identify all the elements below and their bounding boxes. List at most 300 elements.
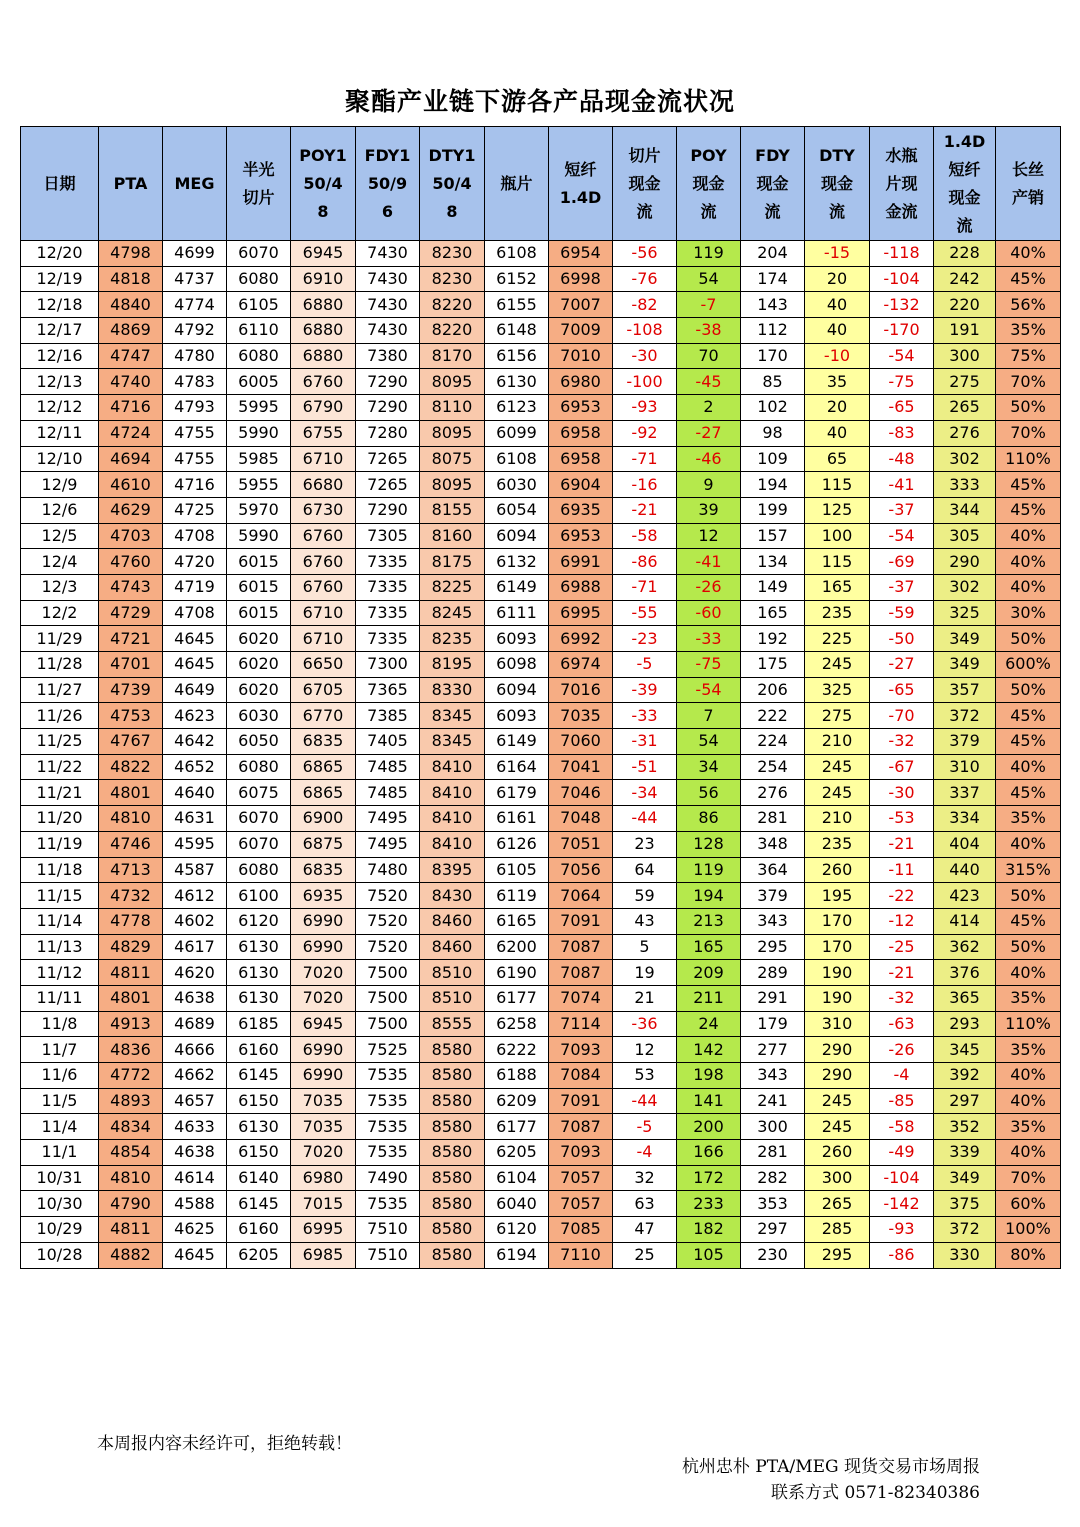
table-row	[21, 703, 1061, 729]
cell-chipcf: 63	[613, 1191, 677, 1217]
cell-poycf: -45	[677, 369, 741, 395]
cell-fdycf: 206	[741, 677, 805, 703]
cell-chipcf: -31	[613, 729, 677, 755]
cell-dtycf: 290	[805, 1063, 870, 1089]
cell-dty: 8395	[420, 857, 485, 883]
column-header-half	[227, 127, 291, 241]
cell-poy: 6770	[291, 703, 356, 729]
cell-chipcf: -16	[613, 472, 677, 498]
cell-fdycf: 109	[741, 446, 805, 472]
cell-chipcf: -56	[613, 241, 677, 267]
table-row	[21, 1242, 1061, 1268]
cell-stcf: 191	[934, 318, 996, 344]
column-header-dtycf	[805, 127, 870, 241]
table-row	[21, 549, 1061, 575]
cell-date: 12/2	[21, 600, 99, 626]
cell-chipcf: -108	[613, 318, 677, 344]
column-header-line: 流	[700, 201, 717, 221]
table-row	[21, 343, 1061, 369]
table-row	[21, 857, 1061, 883]
cell-date: 11/6	[21, 1063, 99, 1089]
cell-dty: 8580	[420, 1114, 485, 1140]
cell-wbcf: -41	[870, 472, 934, 498]
cell-ls: 100%	[996, 1217, 1061, 1243]
cell-ls: 40%	[996, 523, 1061, 549]
cell-poycf: 200	[677, 1114, 741, 1140]
cell-date: 12/10	[21, 446, 99, 472]
table-row	[21, 266, 1061, 292]
cell-bottle: 6108	[485, 241, 549, 267]
cell-fdy: 7430	[356, 292, 420, 318]
cell-meg: 4725	[163, 497, 227, 523]
column-header-fdy	[356, 127, 420, 241]
cell-half: 6020	[227, 652, 291, 678]
cell-fdy: 7335	[356, 574, 420, 600]
table-row	[21, 241, 1061, 267]
cell-pta: 4743	[99, 574, 163, 600]
cell-dty: 8410	[420, 780, 485, 806]
cell-dty: 8460	[420, 934, 485, 960]
cell-bottle: 6093	[485, 626, 549, 652]
cell-poycf: 213	[677, 908, 741, 934]
cell-meg: 4620	[163, 960, 227, 986]
cell-wbcf: -83	[870, 420, 934, 446]
cell-chipcf: -39	[613, 677, 677, 703]
table-row	[21, 626, 1061, 652]
cell-half: 6145	[227, 1063, 291, 1089]
cell-half: 6160	[227, 1037, 291, 1063]
cell-bottle: 6120	[485, 1217, 549, 1243]
cell-wbcf: -58	[870, 1114, 934, 1140]
cell-chipcf: 43	[613, 908, 677, 934]
column-header-line: 6	[381, 201, 394, 221]
cell-poycf: 34	[677, 754, 741, 780]
cell-poycf: -38	[677, 318, 741, 344]
cell-half: 6140	[227, 1165, 291, 1191]
cell-fdy: 7485	[356, 754, 420, 780]
table-row	[21, 806, 1061, 832]
cell-date: 11/13	[21, 934, 99, 960]
cell-poy: 6710	[291, 446, 356, 472]
column-header-line: 50/4	[303, 173, 343, 193]
cell-dtycf: 245	[805, 1088, 870, 1114]
cell-bottle: 6209	[485, 1088, 549, 1114]
cell-poy: 6880	[291, 318, 356, 344]
cell-dtycf: 20	[805, 266, 870, 292]
cell-staple: 6988	[549, 574, 613, 600]
cell-half: 5955	[227, 472, 291, 498]
cell-pta: 4760	[99, 549, 163, 575]
cell-date: 11/11	[21, 985, 99, 1011]
cell-wbcf: -4	[870, 1063, 934, 1089]
cell-stcf: 365	[934, 985, 996, 1011]
cell-poy: 6935	[291, 883, 356, 909]
cell-dtycf: -10	[805, 343, 870, 369]
column-header-line: MEG	[174, 173, 215, 193]
cell-wbcf: -85	[870, 1088, 934, 1114]
cell-bottle: 6130	[485, 369, 549, 395]
cell-poy: 6945	[291, 241, 356, 267]
cell-chipcf: -23	[613, 626, 677, 652]
cell-chipcf: -71	[613, 446, 677, 472]
cell-poy: 6980	[291, 1165, 356, 1191]
cell-fdycf: 282	[741, 1165, 805, 1191]
cell-fdy: 7535	[356, 1140, 420, 1166]
cell-meg: 4774	[163, 292, 227, 318]
cell-staple: 7087	[549, 934, 613, 960]
cell-stcf: 300	[934, 343, 996, 369]
cell-fdycf: 297	[741, 1217, 805, 1243]
cell-half: 6030	[227, 703, 291, 729]
cell-poy: 6910	[291, 266, 356, 292]
cell-date: 12/17	[21, 318, 99, 344]
cell-date: 12/6	[21, 497, 99, 523]
cell-bottle: 6040	[485, 1191, 549, 1217]
cell-stcf: 275	[934, 369, 996, 395]
cell-stcf: 302	[934, 574, 996, 600]
table-row	[21, 652, 1061, 678]
cell-poycf: 119	[677, 857, 741, 883]
cell-poycf: 172	[677, 1165, 741, 1191]
cell-staple: 7093	[549, 1140, 613, 1166]
cell-ls: 45%	[996, 703, 1061, 729]
column-header-line: 8	[446, 201, 458, 221]
column-header-wbcf	[870, 127, 934, 241]
cell-stcf: 325	[934, 600, 996, 626]
cell-poycf: -41	[677, 549, 741, 575]
cell-fdycf: 98	[741, 420, 805, 446]
column-header-line: 8	[317, 201, 329, 221]
cell-dty: 8580	[420, 1191, 485, 1217]
cell-dty: 8095	[420, 472, 485, 498]
column-header-line: 日期	[43, 173, 76, 193]
cell-fdycf: 174	[741, 266, 805, 292]
cell-poy: 6730	[291, 497, 356, 523]
cell-date: 11/21	[21, 780, 99, 806]
cell-pta: 4746	[99, 831, 163, 857]
cell-chipcf: -82	[613, 292, 677, 318]
cell-half: 6080	[227, 343, 291, 369]
cell-pta: 4811	[99, 960, 163, 986]
cell-ls: 75%	[996, 343, 1061, 369]
cell-pta: 4629	[99, 497, 163, 523]
cell-chipcf: -58	[613, 523, 677, 549]
cell-staple: 7060	[549, 729, 613, 755]
cell-date: 12/5	[21, 523, 99, 549]
cell-poy: 7020	[291, 985, 356, 1011]
cell-chipcf: 64	[613, 857, 677, 883]
cell-poycf: -27	[677, 420, 741, 446]
table-row	[21, 1165, 1061, 1191]
column-header-pta	[99, 127, 163, 241]
cell-date: 11/22	[21, 754, 99, 780]
cell-meg: 4662	[163, 1063, 227, 1089]
cell-staple: 6958	[549, 446, 613, 472]
cell-dty: 8170	[420, 343, 485, 369]
cell-pta: 4767	[99, 729, 163, 755]
cell-chipcf: -86	[613, 549, 677, 575]
cell-pta: 4732	[99, 883, 163, 909]
cell-meg: 4793	[163, 395, 227, 421]
cell-dtycf: 285	[805, 1217, 870, 1243]
cell-bottle: 6132	[485, 549, 549, 575]
cell-date: 11/20	[21, 806, 99, 832]
cell-poy: 6705	[291, 677, 356, 703]
cell-meg: 4649	[163, 677, 227, 703]
cell-staple: 7084	[549, 1063, 613, 1089]
cell-date: 11/25	[21, 729, 99, 755]
cell-poy: 6880	[291, 343, 356, 369]
cell-chipcf: -71	[613, 574, 677, 600]
cell-wbcf: -30	[870, 780, 934, 806]
cell-ls: 56%	[996, 292, 1061, 318]
cell-fdy: 7335	[356, 626, 420, 652]
cell-date: 11/1	[21, 1140, 99, 1166]
cell-pta: 4713	[99, 857, 163, 883]
cell-poy: 7015	[291, 1191, 356, 1217]
cell-fdy: 7495	[356, 831, 420, 857]
cell-stcf: 334	[934, 806, 996, 832]
cell-wbcf: -104	[870, 266, 934, 292]
cell-dtycf: 190	[805, 960, 870, 986]
cell-dty: 8555	[420, 1011, 485, 1037]
cell-stcf: 339	[934, 1140, 996, 1166]
cell-meg: 4617	[163, 934, 227, 960]
cell-staple: 6998	[549, 266, 613, 292]
table-row	[21, 1063, 1061, 1089]
cell-half: 6100	[227, 883, 291, 909]
cell-poycf: 54	[677, 266, 741, 292]
cell-bottle: 6105	[485, 857, 549, 883]
copyright-note: 本周报内容未经许可，拒绝转载！	[97, 1434, 352, 1454]
cell-staple: 6958	[549, 420, 613, 446]
cell-meg: 4588	[163, 1191, 227, 1217]
table-row	[21, 600, 1061, 626]
cell-bottle: 6179	[485, 780, 549, 806]
cell-half: 5990	[227, 523, 291, 549]
cell-pta: 4801	[99, 985, 163, 1011]
cell-ls: 50%	[996, 395, 1061, 421]
cell-dtycf: 235	[805, 831, 870, 857]
cell-pta: 4724	[99, 420, 163, 446]
cell-half: 6130	[227, 1114, 291, 1140]
cell-meg: 4625	[163, 1217, 227, 1243]
cell-wbcf: -70	[870, 703, 934, 729]
cell-wbcf: -32	[870, 985, 934, 1011]
cell-chipcf: 25	[613, 1242, 677, 1268]
cell-chipcf: -100	[613, 369, 677, 395]
cell-half: 6150	[227, 1088, 291, 1114]
cell-ls: 45%	[996, 497, 1061, 523]
cell-pta: 4810	[99, 1165, 163, 1191]
table-row	[21, 1217, 1061, 1243]
cell-wbcf: -118	[870, 241, 934, 267]
cell-date: 12/4	[21, 549, 99, 575]
cell-dtycf: 275	[805, 703, 870, 729]
cell-bottle: 6098	[485, 652, 549, 678]
cell-poycf: -60	[677, 600, 741, 626]
cell-dtycf: 65	[805, 446, 870, 472]
cell-fdycf: 289	[741, 960, 805, 986]
column-header-line: 流	[956, 215, 973, 235]
cell-half: 5985	[227, 446, 291, 472]
cell-staple: 7074	[549, 985, 613, 1011]
table-row	[21, 395, 1061, 421]
cell-wbcf: -26	[870, 1037, 934, 1063]
cell-poycf: 2	[677, 395, 741, 421]
cell-meg: 4633	[163, 1114, 227, 1140]
cell-fdycf: 277	[741, 1037, 805, 1063]
cell-poy: 6990	[291, 934, 356, 960]
column-header-line: 产销	[1011, 187, 1044, 207]
page-title: 聚酯产业链下游各产品现金流状况	[344, 87, 735, 116]
cell-half: 5970	[227, 497, 291, 523]
column-header-stcf	[934, 127, 996, 241]
cell-poy: 7020	[291, 960, 356, 986]
cell-half: 6185	[227, 1011, 291, 1037]
cell-chipcf: -93	[613, 395, 677, 421]
cell-ls: 60%	[996, 1191, 1061, 1217]
cell-dtycf: 245	[805, 1114, 870, 1140]
cell-dtycf: 210	[805, 806, 870, 832]
cell-poy: 6760	[291, 523, 356, 549]
cell-fdy: 7265	[356, 446, 420, 472]
cell-ls: 40%	[996, 1140, 1061, 1166]
cell-dtycf: 300	[805, 1165, 870, 1191]
cell-stcf: 414	[934, 908, 996, 934]
cell-meg: 4595	[163, 831, 227, 857]
cell-dtycf: 260	[805, 857, 870, 883]
cell-bottle: 6108	[485, 446, 549, 472]
cell-dty: 8230	[420, 241, 485, 267]
table-row	[21, 1191, 1061, 1217]
cell-fdy: 7520	[356, 883, 420, 909]
cell-poy: 6865	[291, 754, 356, 780]
cell-ls: 45%	[996, 472, 1061, 498]
cell-date: 11/29	[21, 626, 99, 652]
cell-dty: 8510	[420, 985, 485, 1011]
cell-staple: 7035	[549, 703, 613, 729]
table-header-row	[21, 127, 1061, 241]
cell-fdycf: 170	[741, 343, 805, 369]
cell-dty: 8110	[420, 395, 485, 421]
cell-wbcf: -49	[870, 1140, 934, 1166]
cell-wbcf: -63	[870, 1011, 934, 1037]
cell-staple: 7051	[549, 831, 613, 857]
column-header-line: FDY	[755, 145, 790, 165]
cell-poycf: 86	[677, 806, 741, 832]
cell-stcf: 220	[934, 292, 996, 318]
cell-dty: 8580	[420, 1242, 485, 1268]
cell-dty: 8580	[420, 1140, 485, 1166]
cell-half: 6130	[227, 934, 291, 960]
cell-poycf: 119	[677, 241, 741, 267]
cell-half: 6120	[227, 908, 291, 934]
cell-fdy: 7280	[356, 420, 420, 446]
cell-wbcf: -12	[870, 908, 934, 934]
cell-staple: 7057	[549, 1191, 613, 1217]
cell-meg: 4689	[163, 1011, 227, 1037]
table-body	[21, 241, 1061, 1269]
table-row	[21, 446, 1061, 472]
cell-fdycf: 230	[741, 1242, 805, 1268]
cell-fdy: 7500	[356, 985, 420, 1011]
cell-poycf: 128	[677, 831, 741, 857]
cell-chipcf: 53	[613, 1063, 677, 1089]
column-header-line: 现金	[756, 173, 789, 193]
cell-meg: 4612	[163, 883, 227, 909]
cell-fdycf: 291	[741, 985, 805, 1011]
cell-dty: 8410	[420, 754, 485, 780]
column-header-line: 50/4	[432, 173, 472, 193]
cell-meg: 4638	[163, 1140, 227, 1166]
column-header-line: 片现	[885, 173, 918, 193]
cell-bottle: 6200	[485, 934, 549, 960]
cell-poycf: 194	[677, 883, 741, 909]
cell-fdycf: 281	[741, 806, 805, 832]
cell-stcf: 423	[934, 883, 996, 909]
column-header-line: 流	[636, 201, 653, 221]
cell-pta: 4822	[99, 754, 163, 780]
cell-fdycf: 379	[741, 883, 805, 909]
cell-fdycf: 179	[741, 1011, 805, 1037]
cell-bottle: 6258	[485, 1011, 549, 1037]
cell-ls: 35%	[996, 1114, 1061, 1140]
cell-meg: 4755	[163, 420, 227, 446]
cell-dty: 8580	[420, 1063, 485, 1089]
column-header-line: 50/9	[367, 173, 408, 193]
cell-meg: 4602	[163, 908, 227, 934]
cell-poycf: -33	[677, 626, 741, 652]
cell-fdy: 7525	[356, 1037, 420, 1063]
cell-poy: 6990	[291, 908, 356, 934]
cell-poy: 7035	[291, 1114, 356, 1140]
cell-stcf: 333	[934, 472, 996, 498]
cell-dtycf: 235	[805, 600, 870, 626]
cell-fdy: 7385	[356, 703, 420, 729]
cell-wbcf: -32	[870, 729, 934, 755]
cell-date: 12/12	[21, 395, 99, 421]
cell-bottle: 6104	[485, 1165, 549, 1191]
cell-dty: 8225	[420, 574, 485, 600]
cell-fdycf: 295	[741, 934, 805, 960]
cell-poycf: 165	[677, 934, 741, 960]
cell-bottle: 6149	[485, 729, 549, 755]
cell-poy: 7020	[291, 1140, 356, 1166]
cell-fdy: 7430	[356, 266, 420, 292]
cell-poy: 6835	[291, 857, 356, 883]
cell-dty: 8075	[420, 446, 485, 472]
cell-ls: 600%	[996, 652, 1061, 678]
cell-date: 11/15	[21, 883, 99, 909]
cell-pta: 4829	[99, 934, 163, 960]
cell-fdycf: 224	[741, 729, 805, 755]
cell-half: 6080	[227, 857, 291, 883]
cell-fdycf: 343	[741, 1063, 805, 1089]
cell-dty: 8345	[420, 703, 485, 729]
cell-date: 11/18	[21, 857, 99, 883]
cell-fdy: 7300	[356, 652, 420, 678]
cell-dtycf: 325	[805, 677, 870, 703]
cell-stcf: 372	[934, 1217, 996, 1243]
cell-dtycf: 40	[805, 292, 870, 318]
cell-pta: 4798	[99, 241, 163, 267]
table-row	[21, 1037, 1061, 1063]
cell-staple: 7064	[549, 883, 613, 909]
cell-ls: 110%	[996, 1011, 1061, 1037]
cell-half: 6150	[227, 1140, 291, 1166]
table-row	[21, 523, 1061, 549]
